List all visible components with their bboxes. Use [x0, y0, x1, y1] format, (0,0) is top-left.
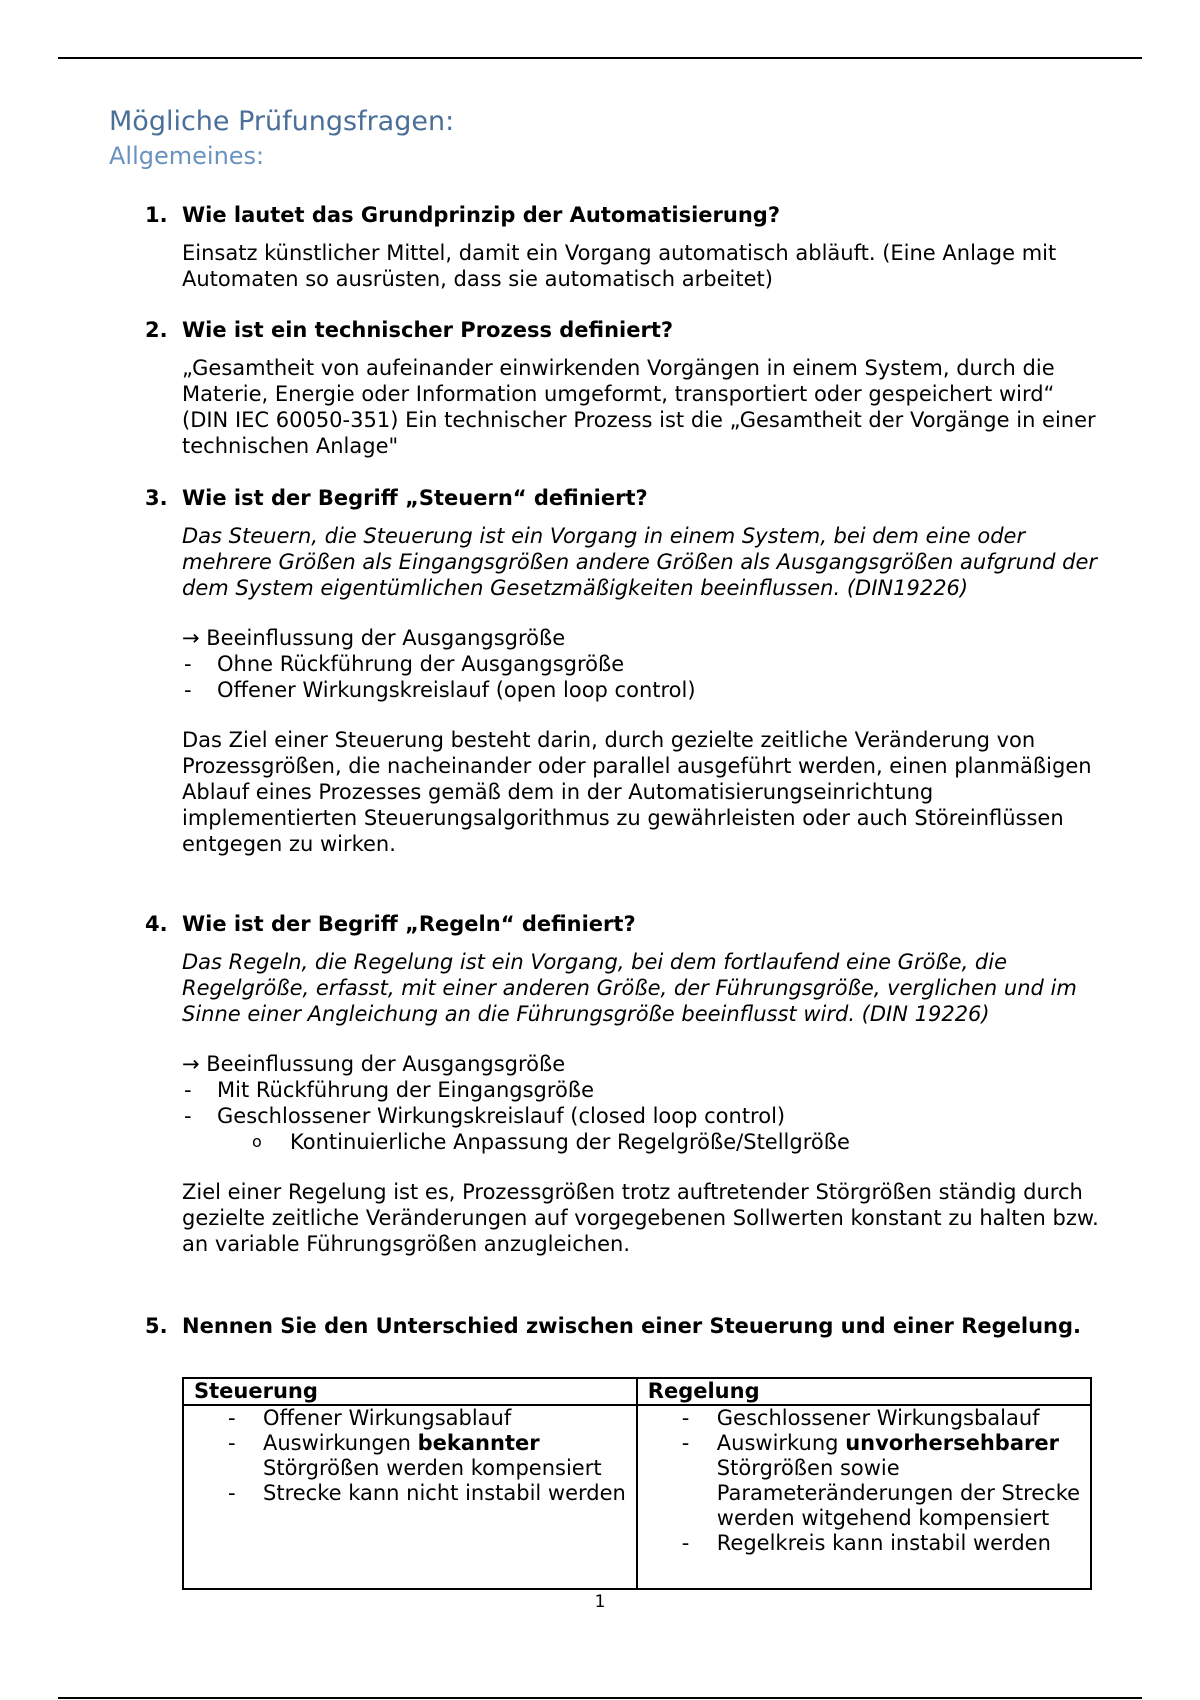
text-segment: Störgrößen sowie Parameteränderungen der Strecke werden witgehend kompensiert: [716, 1456, 1081, 1530]
list-item-text: Offener Wirkungskreislauf (open loop control): [217, 678, 696, 702]
regelung-cell: [637, 1405, 1091, 1589]
question-number: 2.: [145, 318, 168, 342]
bold-text: bekannter: [417, 1431, 540, 1455]
text-segment: Auswirkung: [716, 1431, 846, 1455]
list-item: [182, 1103, 1105, 1129]
list-item-text: Geschlossener Wirkungsbalauf: [716, 1406, 1040, 1430]
question-4-title: [145, 911, 1105, 937]
dash-marker: -: [681, 1531, 690, 1555]
goal-text: Das Ziel einer Steuerung besteht darin, durch gezielte zeitliche Veränderung von Prozessgrößen, die nacheinander oder parallel ausgeführt werden, einen planmäßigen Ablauf eines Prozesses gemäß dem in der Automatisierungseinrichtung implementierten Steuerungsalgorithmus zu gewährleisten oder auch Störeinflüssen entgegen zu wirken.: [182, 728, 1092, 856]
section-heading: Allgemeines:: [109, 142, 265, 170]
question-2: [145, 317, 1105, 459]
list-item-text: Strecke kann nicht instabil werden: [263, 1481, 626, 1505]
sub-list-item: [182, 1129, 1105, 1155]
dash-marker: -: [228, 1431, 236, 1455]
steuerung-cell: [183, 1405, 637, 1589]
table-row: [183, 1405, 1091, 1589]
page-title: Mögliche Prüfungsfragen:: [109, 106, 455, 137]
definition-text: Das Steuern, die Steuerung ist ein Vorgang in einem System, bei dem eine oder mehrere Größen als Eingangsgrößen andere Größen als Ausgangsgrößen aufgrund der dem System eigentümlichen Gesetzmäßigkeiten beeinflussen. (DIN19226): [182, 524, 1098, 600]
dash-marker: -: [228, 1406, 236, 1430]
list-item-text: [717, 1431, 1086, 1531]
arrow-line: → Beeinflussung der Ausgangsgröße: [182, 626, 566, 650]
question-3: [145, 485, 1105, 857]
question-4: [145, 911, 1105, 1257]
sub-list-item-text: Kontinuierliche Anpassung der Regelgröße/Stellgröße: [290, 1130, 850, 1154]
page-number: 1: [594, 1592, 606, 1612]
dash-marker: -: [184, 678, 192, 702]
list-item-text: Regelkreis kann instabil werden: [716, 1531, 1051, 1555]
list-item: [682, 1531, 1086, 1556]
question-number: 5.: [145, 1314, 168, 1338]
question-text: Wie ist der Begriff „Regeln“ definiert?: [182, 912, 636, 936]
dash-marker: -: [184, 652, 192, 676]
bottom-rule: [58, 1697, 1142, 1699]
list-item: [228, 1481, 632, 1506]
list-item: [228, 1431, 632, 1481]
column-header-regelung: Regelung: [637, 1378, 1091, 1405]
dash-marker: -: [184, 1104, 192, 1128]
dash-marker: -: [184, 1078, 192, 1102]
question-number: 4.: [145, 912, 168, 936]
question-number: 3.: [145, 486, 168, 510]
question-2-title: [145, 317, 1105, 343]
list-item-text: Mit Rückführung der Eingangsgröße: [217, 1078, 595, 1102]
column-header-steuerung: Steuerung: [183, 1378, 637, 1405]
list-item-text: [263, 1431, 632, 1481]
definition-text: Das Regeln, die Regelung ist ein Vorgang, bei dem fortlaufend eine Größe, die Regelgröße, erfasst, mit einer anderen Größe, der Führungsgröße, verglichen und im: [182, 950, 1077, 1000]
list-item: [182, 1077, 1105, 1103]
list-item-text: Ohne Rückführung der Ausgangsgröße: [217, 652, 625, 676]
answer-text: „Gesamtheit von aufeinander einwirkenden Vorgängen in einem System, durch die Materie, Energie oder Information umgeformt, transportiert oder gespeichert wird“ (DIN IEC 60050-351) Ein technischer Prozess ist die „Gesamtheit der Vorgänge in einer technischen Anlage": [182, 356, 1096, 458]
question-text: Nennen Sie den Unterschied zwischen einer Steuerung und einer Regelung.: [182, 1314, 1082, 1338]
bold-text: unvorhersehbarer: [845, 1431, 1059, 1455]
top-rule: [58, 57, 1142, 59]
table-header-row: [183, 1378, 1091, 1405]
question-number: 1.: [145, 203, 168, 227]
dash-marker: -: [681, 1406, 690, 1430]
text-segment: Störgrößen werden kompensiert: [263, 1456, 602, 1480]
answer-text: Einsatz künstlicher Mittel, damit ein Vorgang automatisch abläuft. (Eine Anlage mit Automaten so ausrüsten, dass sie automatisch arbeitet): [182, 241, 1057, 291]
question-text: Wie ist der Begriff „Steuern“ definiert?: [182, 486, 648, 510]
list-item-text: Offener Wirkungsablauf: [263, 1406, 512, 1430]
list-item-text: Geschlossener Wirkungskreislauf (closed loop control): [217, 1104, 786, 1128]
arrow-line: → Beeinflussung der Ausgangsgröße: [182, 1052, 566, 1076]
question-1-title: [145, 202, 1105, 228]
question-text: Wie lautet das Grundprinzip der Automatisierung?: [182, 203, 781, 227]
dash-marker: -: [681, 1431, 690, 1455]
text-segment: Auswirkungen: [263, 1431, 418, 1455]
goal-text: Ziel einer Regelung ist es, Prozessgrößen trotz auftretender Störgrößen ständig durch gezielte zeitliche Veränderungen auf vorgegebenen Sollwerten konstant zu halten bzw. an variable Führungsgrößen anzugleichen.: [182, 1180, 1099, 1256]
list-item: [682, 1406, 1086, 1431]
question-3-title: [145, 485, 1105, 511]
question-5-title: [145, 1313, 1105, 1339]
definition-text-continued: Sinne einer Angleichung an die Führungsgröße beeinflusst wird. (DIN 19226): [182, 1002, 990, 1026]
list-item: [182, 677, 1105, 703]
question-1: [145, 202, 1105, 292]
list-item: [182, 651, 1105, 677]
list-item: [682, 1431, 1086, 1531]
comparison-table: [182, 1377, 1092, 1590]
circle-marker: o: [252, 1132, 262, 1151]
question-5: [145, 1313, 1105, 1339]
list-item: [228, 1406, 632, 1431]
question-text: Wie ist ein technischer Prozess definiert?: [182, 318, 674, 342]
dash-marker: -: [228, 1481, 236, 1505]
